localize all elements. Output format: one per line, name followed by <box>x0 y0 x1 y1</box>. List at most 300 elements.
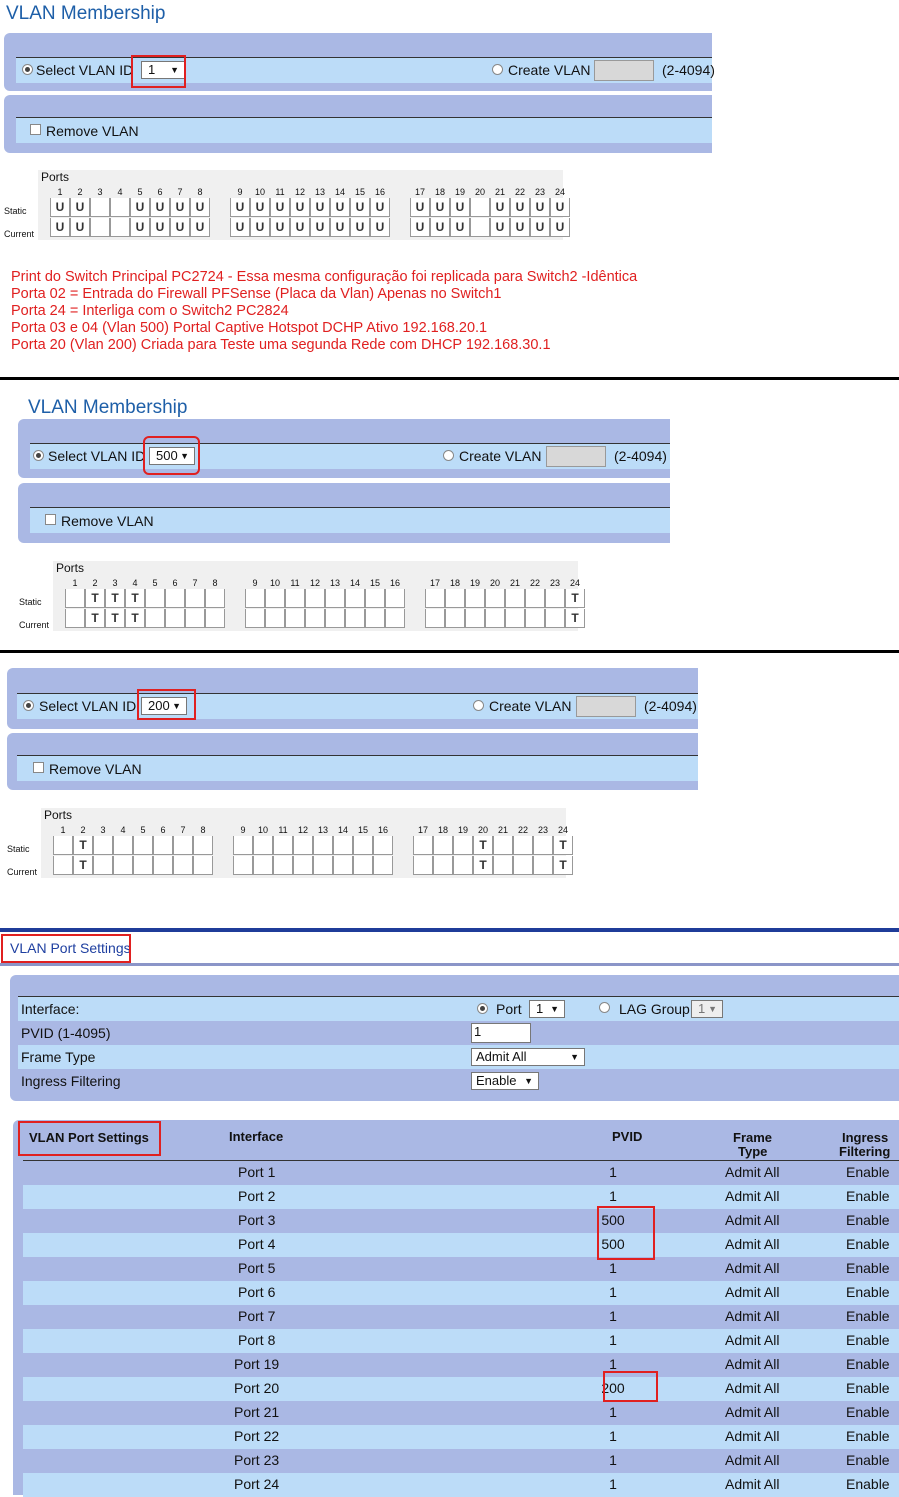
tab-bar-line <box>0 928 899 932</box>
static-port-cell[interactable] <box>165 589 185 608</box>
static-port-cell[interactable]: U <box>250 198 270 217</box>
create-vlan-input[interactable] <box>576 696 636 717</box>
static-port-cell[interactable]: U <box>550 198 570 217</box>
static-port-cell[interactable] <box>345 589 365 608</box>
port-number: 6 <box>157 187 163 197</box>
table-row[interactable] <box>23 1353 899 1377</box>
current-port-cell[interactable]: U <box>70 218 90 237</box>
ports-label: Ports <box>41 170 70 184</box>
table-row[interactable] <box>23 1257 899 1281</box>
select-vlan-panel <box>7 668 698 729</box>
select-vlan-radio[interactable] <box>22 64 33 75</box>
current-port-cell[interactable]: U <box>50 218 70 237</box>
cell-pvid: 1 <box>609 1404 617 1420</box>
static-port-cell[interactable]: U <box>430 198 450 217</box>
current-port-cell[interactable]: U <box>130 218 150 237</box>
create-vlan-input[interactable] <box>546 446 606 467</box>
remove-vlan-band <box>16 117 712 143</box>
current-port-cell[interactable] <box>513 856 533 875</box>
table-row[interactable] <box>23 1425 899 1449</box>
create-vlan-input[interactable] <box>594 60 654 81</box>
current-port-cell[interactable]: T <box>105 609 125 628</box>
static-port-cell[interactable]: U <box>330 198 350 217</box>
table-row[interactable] <box>23 1209 899 1233</box>
port-number: 19 <box>469 578 480 588</box>
current-port-cell[interactable] <box>425 609 445 628</box>
port-radio[interactable] <box>477 1003 488 1014</box>
static-port-cell[interactable] <box>193 836 213 855</box>
static-port-cell[interactable] <box>233 836 253 855</box>
current-label: Current <box>7 867 38 877</box>
cell-ingress-filtering: Enable <box>846 1212 890 1228</box>
static-port-cell[interactable] <box>413 836 433 855</box>
vlan-range-label: (2-4094) <box>662 62 715 78</box>
vlan-id-select[interactable]: 1 ▼ <box>141 61 185 79</box>
cell-frame-type: Admit All <box>725 1380 780 1396</box>
current-port-cell[interactable]: U <box>150 218 170 237</box>
static-port-cell[interactable] <box>333 836 353 855</box>
port-number: 17 <box>429 578 440 588</box>
static-port-cell[interactable]: T <box>125 589 145 608</box>
port-number: 6 <box>160 825 166 835</box>
cell-ingress-filtering: Enable <box>846 1188 890 1204</box>
port-number: 16 <box>377 825 388 835</box>
current-port-cell[interactable] <box>353 856 373 875</box>
pvid-input[interactable]: 1 <box>471 1023 531 1043</box>
col-interface: Interface <box>229 1129 284 1144</box>
static-port-cell[interactable]: U <box>510 198 530 217</box>
remove-vlan-panel <box>7 733 698 790</box>
port-number: 5 <box>152 578 158 588</box>
static-port-cell[interactable] <box>373 836 393 855</box>
table-row[interactable] <box>23 1305 899 1329</box>
static-port-cell[interactable] <box>385 589 405 608</box>
static-port-cell[interactable] <box>265 589 285 608</box>
port-radio-label: Port <box>496 1001 522 1017</box>
cell-frame-type: Admit All <box>725 1428 780 1444</box>
current-port-cell[interactable]: T <box>85 609 105 628</box>
select-vlan-label: Select VLAN ID <box>48 448 146 464</box>
note-line: Print do Switch Principal PC2724 - Essa mesma configuração foi replicada para Switch2 -Idêntica <box>11 269 638 285</box>
pvid-row <box>18 1021 899 1045</box>
vlan-id-select[interactable]: 200 ▼ <box>141 697 187 715</box>
current-port-cell[interactable] <box>93 856 113 875</box>
cell-frame-type: Admit All <box>725 1476 780 1492</box>
port-number: 7 <box>180 825 186 835</box>
port-number: 4 <box>117 187 123 197</box>
current-port-cell[interactable]: U <box>270 218 290 237</box>
port-number: 13 <box>314 187 325 197</box>
current-port-cell[interactable] <box>65 609 85 628</box>
cell-ingress-filtering: Enable <box>846 1284 890 1300</box>
chevron-down-icon: ▼ <box>170 65 179 75</box>
static-port-cell[interactable] <box>353 836 373 855</box>
static-port-cell[interactable] <box>470 198 490 217</box>
cell-pvid: 500 <box>601 1212 625 1228</box>
current-port-cell[interactable] <box>445 609 465 628</box>
current-port-cell[interactable] <box>325 609 345 628</box>
port-number: 22 <box>517 825 528 835</box>
current-port-cell[interactable] <box>413 856 433 875</box>
note-line: Porta 20 (Vlan 200) Criada para Teste uma segunda Rede com DHCP 192.168.30.1 <box>11 337 551 353</box>
static-port-cell[interactable] <box>65 589 85 608</box>
vlan-range-label: (2-4094) <box>644 698 697 714</box>
port-number: 19 <box>457 825 468 835</box>
static-port-cell[interactable]: T <box>73 836 93 855</box>
port-number: 12 <box>297 825 308 835</box>
vlan-id-select[interactable]: 500 ▼ <box>149 447 195 465</box>
current-port-cell[interactable] <box>233 856 253 875</box>
remove-vlan-checkbox[interactable] <box>45 514 56 525</box>
current-port-cell[interactable] <box>165 609 185 628</box>
current-port-cell[interactable]: U <box>310 218 330 237</box>
current-port-cell[interactable]: T <box>125 609 145 628</box>
port-number: 10 <box>257 825 268 835</box>
current-port-cell[interactable] <box>145 609 165 628</box>
tab-underline <box>0 963 899 966</box>
static-port-cell[interactable] <box>293 836 313 855</box>
ports-grid <box>38 170 563 240</box>
port-number: 1 <box>60 825 66 835</box>
cell-pvid: 1 <box>609 1356 617 1372</box>
current-port-cell[interactable] <box>533 856 553 875</box>
current-port-cell[interactable]: T <box>473 856 493 875</box>
port-number: 5 <box>140 825 146 835</box>
divider <box>0 377 899 380</box>
cell-pvid: 200 <box>601 1380 625 1396</box>
port-number: 23 <box>549 578 560 588</box>
cell-frame-type: Admit All <box>725 1164 780 1180</box>
static-port-cell[interactable] <box>185 589 205 608</box>
port-number: 21 <box>497 825 508 835</box>
table-title: VLAN Port Settings <box>29 1130 149 1145</box>
cell-frame-type: Admit All <box>725 1308 780 1324</box>
select-vlan-label: Select VLAN ID <box>36 62 134 78</box>
current-port-cell[interactable] <box>345 609 365 628</box>
current-port-cell[interactable]: T <box>565 609 585 628</box>
static-port-cell[interactable] <box>365 589 385 608</box>
port-number: 2 <box>77 187 83 197</box>
cell-pvid: 500 <box>601 1236 625 1252</box>
cell-pvid: 1 <box>609 1428 617 1444</box>
current-port-cell[interactable] <box>273 856 293 875</box>
cell-ingress-filtering: Enable <box>846 1236 890 1252</box>
vlan-range-label: (2-4094) <box>614 448 667 464</box>
static-port-cell[interactable] <box>110 198 130 217</box>
select-vlan-radio[interactable] <box>33 450 44 461</box>
current-port-cell[interactable] <box>505 609 525 628</box>
current-port-cell[interactable]: U <box>330 218 350 237</box>
current-port-cell[interactable] <box>253 856 273 875</box>
current-port-cell[interactable] <box>265 609 285 628</box>
table-row[interactable] <box>23 1233 899 1257</box>
current-port-cell[interactable]: T <box>553 856 573 875</box>
static-port-cell[interactable] <box>273 836 293 855</box>
note-line: Porta 02 = Entrada do Firewall PFSense (Placa da Vlan) Apenas no Switch1 <box>11 286 502 302</box>
lag-radio[interactable] <box>599 1002 610 1013</box>
table-row[interactable] <box>23 1473 899 1497</box>
static-port-cell[interactable]: T <box>85 589 105 608</box>
cell-interface: Port 19 <box>234 1356 280 1372</box>
chevron-down-icon: ▼ <box>172 701 181 711</box>
current-port-cell[interactable]: U <box>510 218 530 237</box>
current-port-cell[interactable]: T <box>73 856 93 875</box>
port-number: 3 <box>112 578 118 588</box>
current-port-cell[interactable] <box>373 856 393 875</box>
port-number: 16 <box>374 187 385 197</box>
current-port-cell[interactable] <box>493 856 513 875</box>
create-vlan-radio[interactable] <box>443 450 454 461</box>
port-number: 15 <box>357 825 368 835</box>
static-port-cell[interactable] <box>90 198 110 217</box>
current-port-cell[interactable]: U <box>550 218 570 237</box>
static-port-cell[interactable] <box>53 836 73 855</box>
current-port-cell[interactable] <box>285 609 305 628</box>
static-port-cell[interactable]: U <box>370 198 390 217</box>
table-row[interactable] <box>23 1377 899 1401</box>
static-port-cell[interactable] <box>173 836 193 855</box>
create-vlan-radio[interactable] <box>492 64 503 75</box>
cell-ingress-filtering: Enable <box>846 1260 890 1276</box>
port-number: 16 <box>389 578 400 588</box>
highlight-box <box>603 1371 658 1402</box>
static-port-cell[interactable] <box>533 836 553 855</box>
port-number: 12 <box>309 578 320 588</box>
port-number: 4 <box>120 825 126 835</box>
static-port-cell[interactable] <box>493 836 513 855</box>
ingress-filtering-row <box>18 1069 899 1093</box>
current-port-cell[interactable]: U <box>430 218 450 237</box>
highlight-box <box>143 436 200 475</box>
current-port-cell[interactable] <box>433 856 453 875</box>
cell-interface: Port 1 <box>238 1164 276 1180</box>
static-port-cell[interactable] <box>545 589 565 608</box>
cell-pvid: 1 <box>609 1308 617 1324</box>
select-vlan-band <box>16 57 715 83</box>
interface-label: Interface: <box>21 1001 80 1017</box>
lag-select[interactable]: 1 ▼ <box>691 1000 723 1018</box>
cell-interface: Port 24 <box>234 1476 280 1492</box>
current-port-cell[interactable] <box>545 609 565 628</box>
current-port-cell[interactable] <box>90 218 110 237</box>
port-number: 2 <box>92 578 98 588</box>
port-number: 3 <box>97 187 103 197</box>
remove-vlan-panel <box>4 95 712 153</box>
ports-label: Ports <box>56 561 85 575</box>
current-port-cell[interactable]: U <box>190 218 210 237</box>
remove-vlan-checkbox[interactable] <box>30 124 41 135</box>
port-number: 6 <box>172 578 178 588</box>
cell-pvid: 1 <box>609 1164 617 1180</box>
frame-type-label: Frame Type <box>21 1049 96 1065</box>
current-port-cell[interactable] <box>293 856 313 875</box>
static-port-cell[interactable]: U <box>130 198 150 217</box>
highlight-box <box>137 689 196 720</box>
col-ingress-filtering: Filtering <box>839 1144 891 1159</box>
static-port-cell[interactable] <box>513 836 533 855</box>
static-port-cell[interactable]: U <box>410 198 430 217</box>
current-port-cell[interactable]: U <box>230 218 250 237</box>
static-port-cell[interactable] <box>525 589 545 608</box>
remove-vlan-label: Remove VLAN <box>49 761 142 777</box>
cell-ingress-filtering: Enable <box>846 1404 890 1420</box>
current-port-cell[interactable] <box>133 856 153 875</box>
static-port-cell[interactable]: U <box>350 198 370 217</box>
highlight-box <box>18 1121 161 1156</box>
ports-grid <box>41 808 566 878</box>
tab-vlan-port-settings[interactable]: VLAN Port Settings <box>10 940 131 956</box>
port-number: 9 <box>237 187 243 197</box>
static-port-cell[interactable] <box>485 589 505 608</box>
remove-vlan-checkbox[interactable] <box>33 762 44 773</box>
table-row[interactable] <box>23 1161 899 1185</box>
static-port-cell[interactable] <box>425 589 445 608</box>
static-port-cell[interactable] <box>145 589 165 608</box>
port-number: 14 <box>337 825 348 835</box>
port-settings-form <box>10 975 899 1101</box>
create-vlan-radio[interactable] <box>473 700 484 711</box>
current-port-cell[interactable] <box>205 609 225 628</box>
current-port-cell[interactable]: U <box>490 218 510 237</box>
cell-frame-type: Admit All <box>725 1452 780 1468</box>
current-port-cell[interactable] <box>245 609 265 628</box>
cell-pvid: 1 <box>609 1332 617 1348</box>
current-port-cell[interactable] <box>185 609 205 628</box>
lag-radio-label: LAG Group <box>619 1001 690 1017</box>
static-port-cell[interactable]: U <box>170 198 190 217</box>
static-port-cell[interactable]: U <box>190 198 210 217</box>
port-number: 15 <box>354 187 365 197</box>
static-port-cell[interactable]: U <box>490 198 510 217</box>
static-port-cell[interactable] <box>153 836 173 855</box>
table-row[interactable] <box>23 1329 899 1353</box>
ingress-filtering-select[interactable]: Enable ▼ <box>471 1072 539 1090</box>
cell-interface: Port 21 <box>234 1404 280 1420</box>
pvid-label: PVID (1-4095) <box>21 1025 111 1041</box>
static-port-cell[interactable] <box>245 589 265 608</box>
port-select[interactable]: 1 ▼ <box>529 1000 565 1018</box>
table-row[interactable] <box>23 1401 899 1425</box>
static-port-cell[interactable]: T <box>105 589 125 608</box>
frame-type-select[interactable]: Admit All ▼ <box>471 1048 585 1066</box>
static-port-cell[interactable]: T <box>473 836 493 855</box>
static-port-cell[interactable] <box>253 836 273 855</box>
port-number: 9 <box>252 578 258 588</box>
static-port-cell[interactable]: U <box>70 198 90 217</box>
frame-type-row <box>18 1045 899 1069</box>
port-number: 10 <box>254 187 265 197</box>
static-port-cell[interactable]: T <box>565 589 585 608</box>
current-port-cell[interactable] <box>453 856 473 875</box>
port-number: 20 <box>489 578 500 588</box>
current-port-cell[interactable] <box>470 218 490 237</box>
port-number: 17 <box>414 187 425 197</box>
cell-pvid: 1 <box>609 1452 617 1468</box>
static-port-cell[interactable]: U <box>530 198 550 217</box>
static-port-cell[interactable] <box>93 836 113 855</box>
static-port-cell[interactable]: U <box>450 198 470 217</box>
static-port-cell[interactable]: U <box>50 198 70 217</box>
port-number: 5 <box>137 187 143 197</box>
select-vlan-panel <box>4 33 715 91</box>
current-port-cell[interactable]: U <box>170 218 190 237</box>
current-port-cell[interactable] <box>333 856 353 875</box>
current-port-cell[interactable] <box>465 609 485 628</box>
current-port-cell[interactable] <box>110 218 130 237</box>
port-number: 14 <box>334 187 345 197</box>
static-port-cell[interactable]: U <box>310 198 330 217</box>
current-port-cell[interactable]: U <box>370 218 390 237</box>
port-number: 11 <box>290 578 300 588</box>
table-row[interactable] <box>23 1185 899 1209</box>
static-label: Static <box>4 206 27 216</box>
current-port-cell[interactable]: U <box>290 218 310 237</box>
current-label: Current <box>19 620 50 630</box>
static-port-cell[interactable]: T <box>553 836 573 855</box>
ports-grid <box>53 561 578 631</box>
cell-frame-type: Admit All <box>725 1332 780 1348</box>
port-number: 22 <box>514 187 525 197</box>
current-port-cell[interactable]: U <box>250 218 270 237</box>
static-port-cell[interactable]: U <box>270 198 290 217</box>
current-port-cell[interactable] <box>525 609 545 628</box>
current-port-cell[interactable] <box>365 609 385 628</box>
current-port-cell[interactable] <box>385 609 405 628</box>
static-port-cell[interactable] <box>305 589 325 608</box>
cell-frame-type: Admit All <box>725 1404 780 1420</box>
current-port-cell[interactable] <box>113 856 133 875</box>
current-port-cell[interactable]: U <box>530 218 550 237</box>
static-port-cell[interactable] <box>465 589 485 608</box>
current-port-cell[interactable] <box>53 856 73 875</box>
current-port-cell[interactable]: U <box>410 218 430 237</box>
static-port-cell[interactable] <box>313 836 333 855</box>
current-port-cell[interactable] <box>153 856 173 875</box>
cell-ingress-filtering: Enable <box>846 1308 890 1324</box>
cell-ingress-filtering: Enable <box>846 1164 890 1180</box>
port-number: 11 <box>275 187 285 197</box>
port-number: 23 <box>537 825 548 835</box>
static-port-cell[interactable]: U <box>230 198 250 217</box>
static-port-cell[interactable]: U <box>290 198 310 217</box>
table-row[interactable] <box>23 1281 899 1305</box>
static-port-cell[interactable] <box>133 836 153 855</box>
port-number: 21 <box>509 578 520 588</box>
static-port-cell[interactable] <box>113 836 133 855</box>
static-port-cell[interactable]: U <box>150 198 170 217</box>
current-port-cell[interactable] <box>305 609 325 628</box>
current-port-cell[interactable] <box>313 856 333 875</box>
port-number: 7 <box>192 578 198 588</box>
cell-frame-type: Admit All <box>725 1236 780 1252</box>
static-port-cell[interactable] <box>285 589 305 608</box>
static-port-cell[interactable] <box>205 589 225 608</box>
current-port-cell[interactable] <box>173 856 193 875</box>
static-port-cell[interactable] <box>445 589 465 608</box>
select-vlan-radio[interactable] <box>23 700 34 711</box>
static-label: Static <box>19 597 42 607</box>
current-port-cell[interactable]: U <box>350 218 370 237</box>
current-port-cell[interactable] <box>193 856 213 875</box>
current-port-cell[interactable]: U <box>450 218 470 237</box>
static-port-cell[interactable] <box>505 589 525 608</box>
static-port-cell[interactable] <box>325 589 345 608</box>
current-port-cell[interactable] <box>485 609 505 628</box>
static-port-cell[interactable] <box>453 836 473 855</box>
static-port-cell[interactable] <box>433 836 453 855</box>
cell-interface: Port 20 <box>234 1380 280 1396</box>
table-row[interactable] <box>23 1449 899 1473</box>
